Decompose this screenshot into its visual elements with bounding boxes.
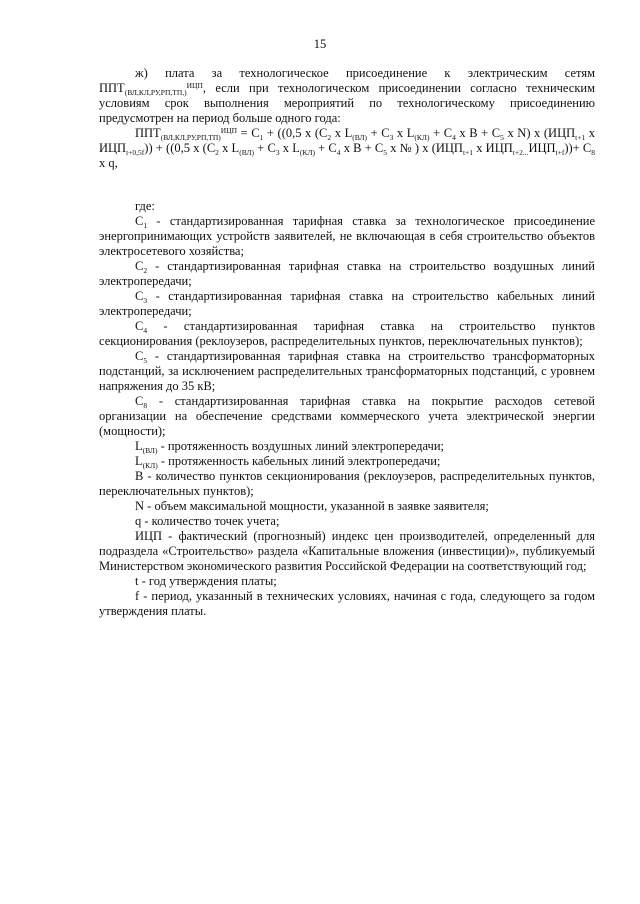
definition-text: - стандартизированная тарифная ставка на строительство воздушных линий электропередачи; <box>99 259 595 288</box>
definition-t: t - год утверждения платы; <box>135 574 277 588</box>
definition-b: В - количество пунктов секционирования (реклоузеров, распределительных пунктов, переключательных пунктов); <box>99 469 595 498</box>
symbol: L <box>135 439 143 453</box>
symbol-subscript: 5 <box>143 356 148 365</box>
formula-part: х L <box>218 141 240 155</box>
formula-part: + С <box>314 141 337 155</box>
document-body <box>99 66 595 619</box>
symbol-subscript: (ВЛ) <box>142 446 158 455</box>
definition-l-kl <box>99 454 595 469</box>
definition-n: N - объем максимальной мощности, указанной в заявке заявителя; <box>135 499 489 513</box>
definition-icp: ИЦП - фактический (прогнозный) индекс цен производителей, определенный для подраздела «Строительство» раздела «Капитальные вложения (инвестиции)», публикуемый Министерством экономического развития Российской Федерации на соответствующий год; <box>99 529 595 573</box>
formula-subscript: t+0,5f <box>126 148 145 157</box>
formula-part: х ИЦП <box>99 126 596 155</box>
definition-text: - стандартизированная тарифная ставка на покрытие расходов сетевой организации на обеспечение средствами коммерческого учета электрической энергии (мощности); <box>99 394 595 438</box>
symbol-subscript: 2 <box>143 266 148 275</box>
formula-part: х В + С <box>340 141 384 155</box>
definition-l-vl <box>99 439 595 454</box>
definition-text: - протяженность кабельных линий электропередачи; <box>157 454 441 468</box>
formula-subscript: (ВЛ,КЛ,РУ,РП,ТП) <box>160 133 221 142</box>
formula-part: ))+ С <box>564 141 592 155</box>
formula-subscript: (КЛ) <box>414 133 430 142</box>
symbol: С <box>135 214 144 228</box>
definition-c2 <box>99 259 595 289</box>
definition-text: - протяженность воздушных линий электропередачи; <box>157 439 445 453</box>
symbol: L <box>135 454 143 468</box>
definition-c4 <box>99 319 595 349</box>
formula-subscript: (ВЛ) <box>239 148 255 157</box>
formula-subscript: t+1 <box>575 133 586 142</box>
symbol-subscript: 4 <box>143 326 148 335</box>
definition-q: q - количество точек учета; <box>135 514 280 528</box>
definition-text: - стандартизированная тарифная ставка на строительство трансформаторных подстанций, за исключением распределительных трансформаторных подстанций, с уровнем напряжения до 35 кВ; <box>99 349 595 393</box>
definition-text: - стандартизированная тарифная ставка на строительство кабельных линий электропередачи; <box>99 289 595 318</box>
formula-subscript: t+1 <box>462 148 474 157</box>
formula-subscript: t+f <box>555 148 565 157</box>
symbol: С <box>135 259 144 273</box>
symbol: С <box>135 319 144 333</box>
formula-subscript: (КЛ) <box>299 148 315 157</box>
formula-subscript: 4 <box>336 148 341 157</box>
formula-part: ИЦП <box>528 141 556 155</box>
formula-part: х L <box>331 126 353 140</box>
formula-subscript: 5 <box>500 133 504 142</box>
formula-subscript: 3 <box>389 133 394 142</box>
formula-part: х L <box>279 141 300 155</box>
formula-part: )) + ((0,5 х (С <box>144 141 216 155</box>
symbol-subscript: 3 <box>143 296 148 305</box>
formula-part: + ((0,5 х (С <box>263 126 328 140</box>
intro-text: ж) плата за технологическое присоединение к электрическим сетям $ППТ_{(ВЛ,КЛ,РУ,РП,ТП,)}^{ИЦП}$, если при технологическом присоединении согласно техническим условиям срок выполнения мероприятий по технологическому присоединению предусмотрен на период больше одного года: <box>99 66 595 125</box>
definition-f: f - период, указанный в технических условиях, начиная с года, следующего за годом утверждения платы. <box>99 589 595 618</box>
symbol: С <box>135 394 144 408</box>
where-label: где: <box>135 199 155 213</box>
formula-part: х L <box>393 126 415 140</box>
formula-part: + С <box>254 141 276 155</box>
definition-c8 <box>99 394 595 439</box>
formula-subscript: 4 <box>452 133 456 142</box>
symbol-subscript: 1 <box>143 221 148 230</box>
definition-c1 <box>99 214 595 259</box>
definition-c5 <box>99 349 595 394</box>
formula-part: х ИЦП <box>473 141 513 155</box>
formula-subscript: 5 <box>383 148 388 157</box>
formula-part: = С <box>237 126 260 140</box>
formula-subscript: t+2... <box>512 148 529 157</box>
definition-text: - стандартизированная тарифная ставка на строительство пунктов секционирования (реклоузеров, распределительных пунктов, переключательных пунктов); <box>99 319 595 348</box>
formula-part: ППТ <box>135 126 161 140</box>
formula-subscript: 8 <box>591 148 596 157</box>
page-number: 15 <box>313 37 327 51</box>
formula-part: х В + С <box>455 126 501 140</box>
formula-subscript: 3 <box>275 148 280 157</box>
symbol: С <box>135 289 144 303</box>
formula-part: х № ) х (ИЦП <box>387 141 463 155</box>
definition-text: - стандартизированная тарифная ставка за технологическое присоединение энергопринимающих устройств заявителей, не включающая в себя строительство объектов электросетевого хозяйства; <box>99 214 595 258</box>
formula-part: х q, <box>99 156 118 170</box>
formula-part: + С <box>367 126 390 140</box>
formula-part: + С <box>429 126 453 140</box>
payment-formula <box>99 126 595 171</box>
formula-subscript: 2 <box>327 133 332 142</box>
symbol: С <box>135 349 144 363</box>
symbol-subscript: 8 <box>143 401 148 410</box>
formula-subscript: 1 <box>259 133 264 142</box>
formula-subscript: 2 <box>215 148 219 157</box>
formula-subscript: (ВЛ) <box>352 133 368 142</box>
symbol-subscript: (КЛ) <box>142 461 158 470</box>
intro-paragraph <box>99 66 595 126</box>
formula-part: х N) х (ИЦП <box>503 126 576 140</box>
formula-superscript: ИЦП <box>220 126 237 135</box>
definition-c3 <box>99 289 595 319</box>
